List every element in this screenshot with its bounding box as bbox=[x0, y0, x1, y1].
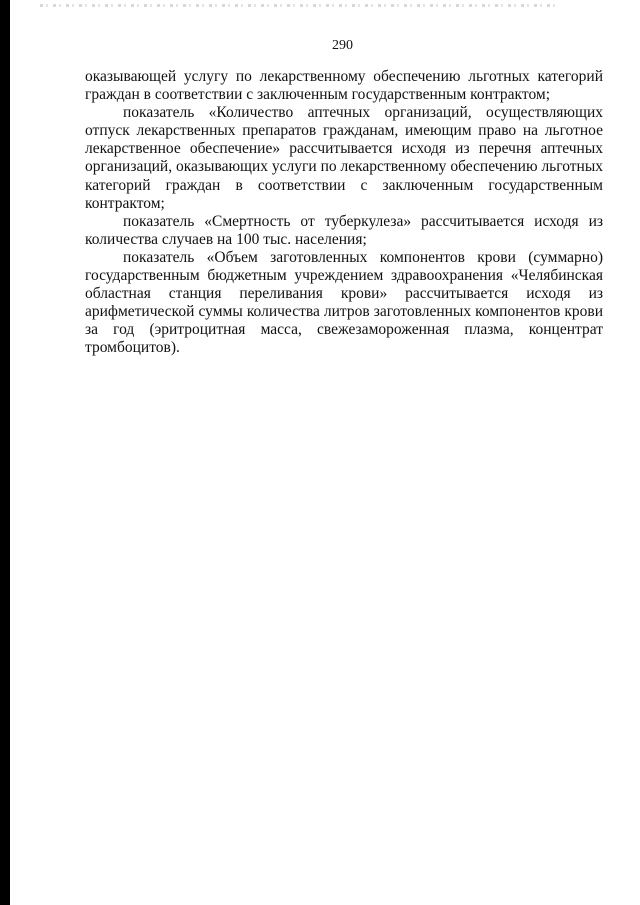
scan-top-noise bbox=[40, 4, 560, 7]
paragraph-continuation: оказывающей услугу по лекарственному обеспечению льготных категорий граждан в соответствии с заключенным государственным контрактом; bbox=[85, 68, 603, 104]
scan-left-edge bbox=[0, 0, 10, 905]
document-body bbox=[85, 68, 603, 358]
page-number: 290 bbox=[332, 38, 353, 53]
paragraph-blood-components: показатель «Объем заготовленных компонентов крови (суммарно) государственным бюджетным учреждением здравоохранения «Челябинская областная станция переливания крови» рассчитывается исходя из арифметической суммы количества литров заготовленных компонентов крови за год (эритроцитная масса, свежезамороженная плазма, концентрат тромбоцитов). bbox=[85, 248, 603, 357]
paragraph-pharmacy-count: показатель «Количество аптечных организаций, осуществляющих отпуск лекарственных препаратов гражданам, имеющим право на льготное лекарственное обеспечение» рассчитывается исходя из перечня аптечных организаций, оказывающих услуги по лекарственному обеспечению льготных категорий граждан в соответствии с заключенным государственным контрактом; bbox=[85, 104, 603, 212]
paragraph-tuberculosis-mortality: показатель «Смертность от туберкулеза» рассчитывается исходя из количества случаев на 100 тыс. населения; bbox=[85, 212, 603, 248]
